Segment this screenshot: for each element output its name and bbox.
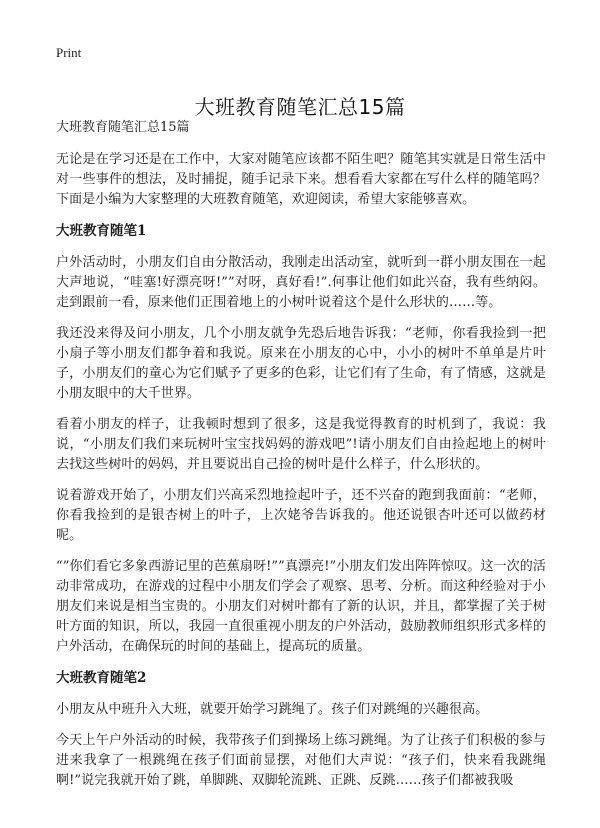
section-1-paragraph: 看着小朋友的样子，让我顿时想到了很多，这是我觉得教育的时机到了，我说：我说，“小朋友们我们来玩树叶宝宝找妈妈的游戏吧”!请小朋友们自由捡起地上的树叶去找这些树叶的妈妈，并且要说出自己捡的树叶是什么样子，什么形状的。: [56, 417, 546, 472]
section-heading-1: 大班教育随笔1: [56, 223, 147, 239]
section-1-paragraph: “”你们看它多象西游记里的芭蕉扇呀!””真漂亮!”小朋友们发出阵阵惊叹。这一次的活动非常成功，在游戏的过程中小朋友们学会了观察、思考、分析。而这种经验对于小朋友们来说是相当宝贵的。小朋友们对树叶都有了新的认识，并且，都掌握了关于树叶方面的知识，所以，我园一直很重视小朋友的户外活动，鼓励教师组织形式多样的户外活动，在确保玩的时间的基础上，提高玩的质量。: [56, 559, 546, 654]
document-subtitle: 大班教育随笔汇总15篇: [56, 120, 190, 135]
section-1-paragraph: 我还没来得及问小朋友，几个小朋友就争先恐后地告诉我：“老师，你看我捡到一把小扇子等小朋友们都争着和我说。原来在小朋友的心中，小小的树叶不单单是片叶子，小朋友们的童心为它们赋予了更多的色彩，让它们有了生命，有了情感，这就是小朋友眼中的大千世界。: [56, 326, 546, 401]
section-2-paragraph: 小朋友从中班升入大班，就要开始学习跳绳了。孩子们对跳绳的兴趣很高。: [56, 702, 489, 717]
intro-paragraph: 无论是在学习还是在工作中，大家对随笔应该都不陌生吧？随笔其实就是日常生活中对一些事件的想法，及时捕捉，随手记录下来。想看看大家都在写什么样的随笔吗？下面是小编为大家整理的大班教育随笔，欢迎阅读，希望大家能够喜欢。: [56, 152, 546, 207]
section-1-paragraph: 户外活动时，小朋友们自由分散活动，我刚走出活动室，就听到一群小朋友围在一起大声地说，“哇塞!好漂亮呀!””对呀，真好看!”.何事让他们如此兴奋，我有些纳闷。走到跟前一看，原来他们正围着地上的小树叶说着这个是什么形状的……等。: [56, 255, 546, 310]
section-2-paragraph: 今天上午户外活动的时候，我带孩子们到操场上练习跳绳。为了让孩子们积极的参与进来我拿了一根跳绳在孩子们面前显摆，对他们大声说：“孩子们，快来看我跳绳啊!”说完我就开始了跳，单脚跳、双脚轮流跳、正跳、反跳……孩子们都被我吸: [56, 733, 546, 788]
section-1-paragraph: 说着游戏开始了，小朋友们兴高采烈地捡起叶子，还不兴奋的跑到我面前：“老师，你看我捡到的是银杏树上的叶子，上次姥爷告诉我的。他还说银杏叶还可以做药材呢。: [56, 488, 546, 543]
document-title: 大班教育随笔汇总15篇: [194, 95, 406, 120]
print-link[interactable]: Print: [56, 45, 82, 60]
section-heading-2: 大班教育随笔2: [56, 670, 147, 686]
document-body: [56, 118, 546, 802]
